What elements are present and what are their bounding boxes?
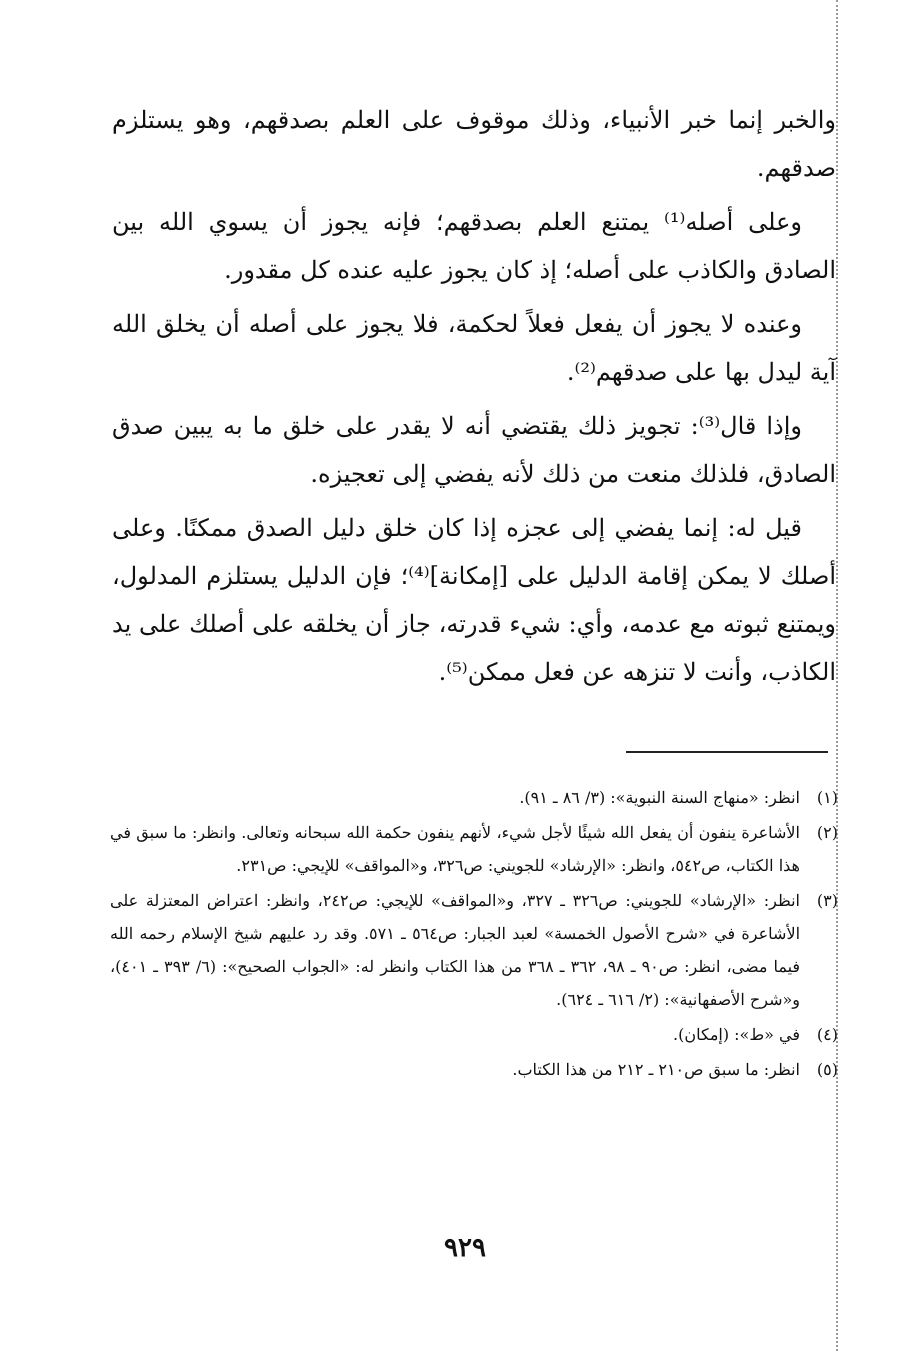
footnote-1 [110, 781, 838, 814]
page-number: ٩٢٩ [444, 1233, 486, 1263]
paragraph-5: قيل له: إنما يفضي إلى عجزه إذا كان خلق دليل الصدق ممكنًا. وعلى أصلك لا يمكن إقامة الدليل على [إمكانة]⁽⁴⁾؛ فإن الدليل يستلزم المدلول، ويمتنع ثبوته مع عدمه، وأي: شيء قدرته، جاز أن يخلقه على أصلك على يد الكاذب، وأنت لا تنزهه عن فعل ممكن⁽⁵⁾. [112, 514, 837, 686]
footnote-number: (٤) [816, 1025, 838, 1044]
footnote-number: (٢) [816, 823, 838, 842]
footnote-text: الأشاعرة ينفون أن يفعل الله شيئًا لأجل شيء، لأنهم ينفون حكمة الله سبحانه وتعالى. وانظر: ما سبق في هذا الكتاب، ص٥٤٢، وانظر: «الإرشاد» للجويني: ص٣٢٦، و«المواقف» للإيجي: ص٢٣١. [110, 823, 800, 875]
footnote-number: (٥) [816, 1060, 838, 1079]
footnote-4 [110, 1018, 838, 1051]
paragraph-2: وعلى أصله⁽¹⁾ يمتنع العلم بصدقهم؛ فإنه يجوز أن يسوي الله بين الصادق والكاذب على أصله؛ إذ كان يجوز عليه عنده كل مقدور. [112, 208, 836, 284]
footnote-separator [626, 751, 828, 753]
footnote-text: انظر: «منهاج السنة النبوية»: (٣/ ٨٦ ـ ٩١). [519, 788, 800, 807]
page-edge-dotted-line [836, 0, 838, 1351]
footnote-text: في «ط»: (إمكان). [673, 1025, 800, 1044]
footnote-2 [110, 816, 838, 882]
paragraph-4: وإذا قال⁽³⁾: تجويز ذلك يقتضي أنه لا يقدر على خلق ما به يبين صدق الصادق، فلذلك منعت من ذلك لأنه يفضي إلى تعجيزه. [112, 412, 836, 488]
footnote-text: انظر: ما سبق ص٢١٠ ـ ٢١٢ من هذا الكتاب. [512, 1060, 800, 1079]
footnote-5 [110, 1053, 838, 1086]
paragraph-3: وعنده لا يجوز أن يفعل فعلاً لحكمة، فلا يجوز على أصله أن يخلق الله آية ليدل بها على صدقهم⁽²⁾. [112, 310, 836, 386]
footnote-3 [110, 884, 838, 1016]
main-text [112, 96, 836, 702]
paragraph-1: والخبر إنما خبر الأنبياء، وذلك موقوف على العلم بصدقهم، وهو يستلزم صدقهم. [112, 106, 836, 182]
footnote-number: (٣) [816, 891, 838, 910]
footnotes [110, 781, 838, 1088]
footnote-number: (١) [816, 788, 838, 807]
footnote-text: انظر: «الإرشاد» للجويني: ص٣٢٦ ـ ٣٢٧، و«المواقف» للإيجي: ص٢٤٢، وانظر: اعتراض المعتزلة على الأشاعرة في «شرح الأصول الخمسة» لعبد الجبار: ص٥٦٤ ـ ٥٧١. وقد رد عليهم شيخ الإسلام رحمه الله فيما مضى، انظر: ص٩٠ ـ ٩٨، ٣٦٢ ـ ٣٦٨ من هذا الكتاب وانظر له: «الجواب الصحيح»: (٦/ ٣٩٣ ـ ٤٠١)، و«شرح الأصفهانية»: (٢/ ٦١٦ ـ ٦٢٤). [110, 891, 801, 1009]
